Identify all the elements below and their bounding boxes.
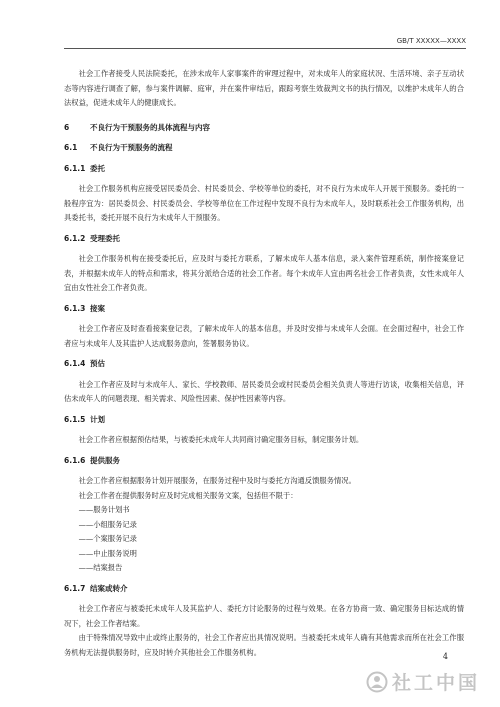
section-6-1-1-text: 社会工作服务机构应接受居民委员会、村民委员会、学校等单位的委托，对不良行为未成年人开展干预服务。委托的一般程序宜为：居民委员会、村民委员会、学校等单位在工作过程中发现不良行为未成年人，及时联系社会工作服务机构，出具委托书，委托开展不良行为未成年人干预服务。 (64, 184, 464, 222)
section-6-1-1-heading (64, 162, 464, 177)
section-title: 不良行为干预服务的具体流程与内容 (90, 122, 210, 132)
document-list (64, 503, 464, 576)
section-6-1-7-text-1: 社会工作者应与被委托未成年人及其监护人、委托方讨论服务的过程与效果。在各方协商一致、确定服务目标达成的情况下，社会工作者结案。 (64, 604, 464, 628)
section-title: 委托 (90, 163, 105, 173)
section-number: 6.1.7 (64, 583, 86, 593)
section-title: 提供服务 (90, 455, 120, 465)
section-6-1-4-heading (64, 357, 464, 372)
section-number: 6.1.6 (64, 455, 86, 465)
section-6-1-5-heading (64, 413, 464, 428)
list-item: ——服务计划书 (78, 505, 130, 514)
section-6-1-6-text-2: 社会工作者在提供服务时应及时完成相关服务文案，包括但不限于： (78, 490, 298, 500)
section-title: 预估 (90, 359, 105, 368)
section-number: 6.1.3 (64, 303, 86, 313)
section-6-heading (64, 121, 464, 136)
section-6-1-4-text: 社会工作者应及时与未成年人、家长、学校教师、居民委员会或村民委员会相关负责人等进行访谈，收集相关信息，评估未成年人的问题表现、相关需求、风险性因素、保护性因素等内容。 (64, 379, 464, 403)
watermark-logo-icon (366, 671, 388, 693)
watermark-text: 社工中国 (391, 672, 480, 694)
section-6-1-6-text-1: 社会工作者应根据服务计划开展服务，在服务过程中及时与委托方沟通反馈服务情况。 (78, 476, 356, 485)
section-number: 6.1.4 (64, 359, 86, 368)
header-rule (64, 48, 466, 49)
section-title: 受理委托 (90, 233, 120, 243)
list-item: ——个案服务记录 (78, 534, 137, 543)
list-item: ——小组服务记录 (78, 519, 137, 529)
page-number: 4 (442, 652, 448, 661)
section-title: 不良行为干预服务的流程 (90, 143, 173, 152)
standard-number: GB/T XXXXX—XXXX (396, 37, 466, 45)
list-item: ——中止服务说明 (78, 548, 137, 558)
section-title: 接案 (90, 303, 105, 313)
section-number: 6.1.1 (64, 163, 86, 173)
section-number: 6.1.5 (64, 414, 86, 424)
document-body (64, 67, 464, 660)
section-6-1-7-heading (64, 582, 464, 597)
section-6-1-3-text: 社会工作者应及时查看接案登记表，了解未成年人的基本信息，并及时安排与未成年人会面。在会面过程中，社会工作者应与未成年人及其监护人达成服务意向，签署服务协议。 (64, 324, 464, 348)
section-number: 6.1 (64, 143, 78, 152)
section-6-1-heading (64, 141, 464, 156)
watermark (366, 668, 480, 695)
section-number: 6 (64, 122, 70, 132)
section-number: 6.1.2 (64, 233, 86, 243)
section-title: 计划 (90, 414, 105, 424)
section-6-1-3-heading (64, 302, 464, 317)
section-6-1-5-text: 社会工作者应根据预估结果，与被委托未成年人共同商讨确定服务目标，制定服务计划。 (78, 435, 364, 444)
section-6-1-6-heading (64, 454, 464, 469)
section-6-1-2-text: 社会工作服务机构在接受委托后，应及时与委托方联系，了解未成年人基本信息，录入案件管理系统，制作接案登记表，并根据未成年人的特点和需求，将其分派给合适的社会工作者。每个未成年人宜由两名社会工作者负责，女性未成年人宜由女性社会工作者负责。 (64, 254, 464, 292)
section-6-1-7-text-2: 由于特殊情况导致中止或终止服务的，社会工作者应出具情况说明。当被委托未成年人确有其他需求而所在社会工作服务机构无法提供服务时，应及时转介其他社会工作服务机构。 (64, 633, 464, 657)
intro-paragraph: 社会工作者接受人民法院委托，在涉未成年人家事案件的审理过程中，对未成年人的家庭状况、生活环境、亲子互动状态等内容进行调查了解，参与案件调解、庭审，并在案件审结后，跟踪考察生效裁判文书的执行情况，以维护未成年人的合法权益，促进未成年人的健康成长。 (64, 69, 464, 107)
list-item: ——结案报告 (78, 563, 123, 572)
section-6-1-2-heading (64, 232, 464, 247)
section-title: 结案或转介 (90, 583, 128, 593)
